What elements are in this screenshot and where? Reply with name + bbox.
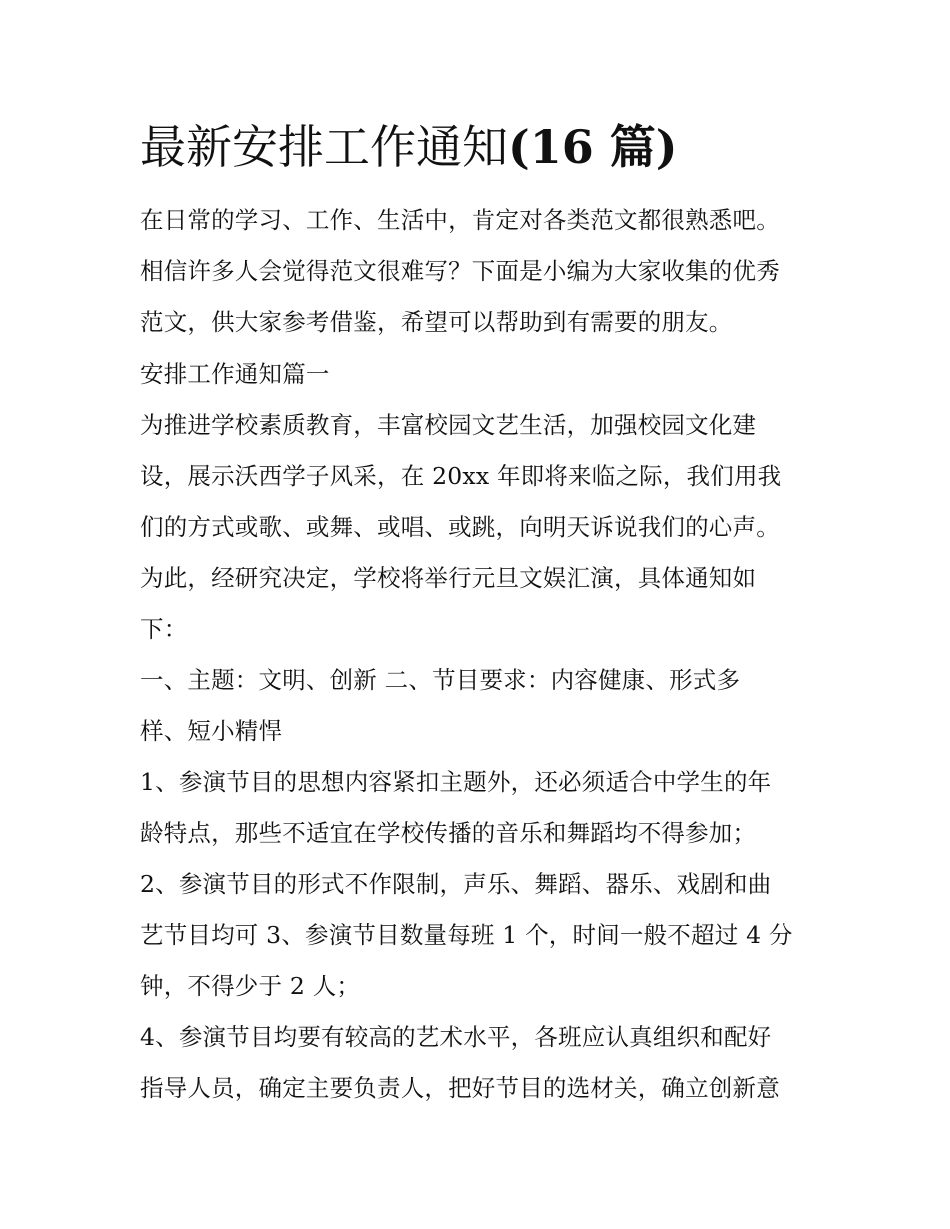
paragraph-line: 钟，不得少于 2 人；	[140, 972, 361, 1000]
paragraph-line: 4、参演节目均要有较高的艺术水平，各班应认真组织和配好	[140, 1023, 772, 1051]
paragraph-line: 龄特点，那些不适宜在学校传播的音乐和舞蹈均不得参加；	[140, 819, 757, 847]
title-count: (16 篇)	[508, 120, 678, 174]
paragraph-line: 在日常的学习、工作、生活中，肯定对各类范文都很熟悉吧。	[140, 206, 780, 234]
paragraph-line: 范文，供大家参考借鉴，希望可以帮助到有需要的朋友。	[140, 308, 733, 336]
paragraph-line: 为推进学校素质教育，丰富校园文艺生活，加强校园文化建	[140, 411, 757, 439]
section-heading: 安排工作通知篇一	[140, 360, 330, 388]
paragraph-line: 2、参演节目的形式不作限制，声乐、舞蹈、器乐、戏剧和曲	[140, 870, 772, 898]
paragraph-line: 样、短小精悍	[140, 717, 283, 745]
document-title	[140, 112, 678, 182]
paragraph-line: 艺节目均可 3、参演节目数量每班 1 个，时间一般不超过 4 分	[140, 921, 793, 949]
paragraph-line: 相信许多人会觉得范文很难写？下面是小编为大家收集的优秀	[140, 257, 780, 285]
paragraph-line: 一、主题：文明、创新 二、节目要求：内容健康、形式多	[140, 666, 741, 694]
paragraph-line: 指导人员，确定主要负责人，把好节目的选材关，确立创新意	[140, 1074, 780, 1102]
paragraph-line: 设，展示沃西学子风采，在 20xx 年即将来临之际，我们用我	[140, 462, 782, 490]
paragraph-line: 们的方式或歌、或舞、或唱、或跳，向明天诉说我们的心声。	[140, 513, 780, 541]
paragraph-line: 1、参演节目的思想内容紧扣主题外，还必须适合中学生的年	[140, 768, 772, 796]
title-text: 最新安排工作通知	[140, 120, 508, 174]
paragraph-line: 下：	[140, 615, 188, 643]
paragraph-line: 为此，经研究决定，学校将举行元旦文娱汇演，具体通知如	[140, 564, 757, 592]
